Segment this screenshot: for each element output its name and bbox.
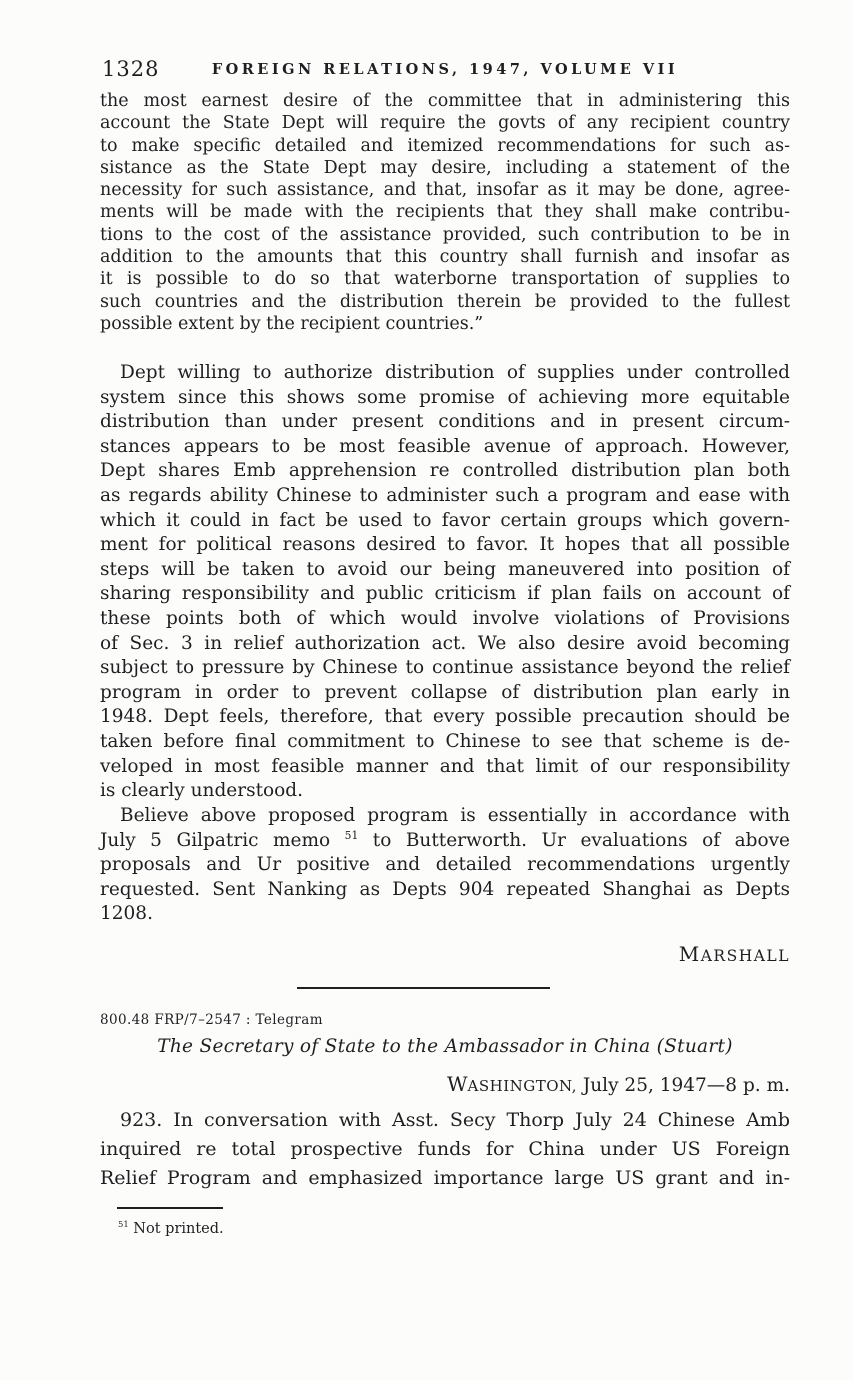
text-line: sharing responsibility and public criticism if plan fails on account of [100,583,790,605]
page-number: 1328 [102,57,160,81]
footnote-text: Not printed. [128,1221,224,1237]
text-line: proposals and Ur positive and detailed recommendations urgently [100,854,790,876]
text-line: veloped in most feasible manner and that limit of our responsibility [100,755,790,777]
text-line: system since this shows some promise of achieving more equitable [100,386,790,408]
dateline: WASHINGTON, July 25, 1947—8 p. m. [446,1072,790,1096]
source-citation: 800.48 FRP/7–2547 : Telegram [100,1012,323,1028]
text-line: which it could in fact be used to favor certain groups which govern- [100,509,790,531]
text-line: distribution than under present conditions and in present circum- [100,411,790,433]
running-title: FOREIGN RELATIONS, 1947, VOLUME VII [211,61,679,78]
footnote-rule [117,1207,223,1209]
text-line: requested. Sent Nanking as Depts 904 repeated Shanghai as Depts [100,878,790,900]
text-line: Relief Program and emphasized importance large US grant and in- [100,1167,790,1189]
text-line: steps will be taken to avoid our being maneuvered into position of [100,558,790,580]
text-line: the most earnest desire of the committee that in administering this [100,91,790,111]
text-line: Dept shares Emb apprehension re controlled distribution plan both [100,460,790,482]
text-line: tions to the cost of the assistance provided, such contribution to be in [100,224,790,245]
footnote [100,1221,790,1237]
text-line: account the State Dept will require the govts of any recipient country [100,113,790,134]
text-line: as regards ability Chinese to administer such a program and ease with [100,484,790,506]
text-line: to make specific detailed and itemized recommendations for such as- [100,135,790,156]
document-title: The Secretary of State to the Ambassador in China (Stuart) [157,1036,733,1057]
dateline-place: W [446,1072,468,1096]
text-line: addition to the amounts that this country shall furnish and insofar as [100,247,790,268]
signature-marshall: MARSHALL [678,942,790,966]
text-line: ments will be made with the recipients that they shall make contribu- [100,202,790,223]
text-line: sistance as the State Dept may desire, including a statement of the [100,157,790,178]
quoted-paragraph [100,90,790,335]
text-line: program in order to prevent collapse of distribution plan early in [100,681,790,703]
text-line: 1948. Dept feels, therefore, that every possible precaution should be [100,706,790,728]
text-line: 1208. [100,903,153,925]
text-line: ment for political reasons desired to favor. It hopes that all possible [100,534,790,556]
text-line: necessity for such assistance, and that, insofar as it may be done, agree- [100,180,790,201]
text-line: taken before final commitment to Chinese to see that scheme is de- [100,730,790,752]
text-line: stances appears to be most feasible avenue of approach. However, [100,435,790,457]
text-line: subject to pressure by Chinese to continue assistance beyond the relief [100,657,790,679]
telegram-paragraph-2 [100,361,790,804]
footnote-reference: 51 [344,828,359,842]
text-line: it is possible to do so that waterborne transportation of supplies to [100,269,790,290]
telegram-paragraph-3 [100,804,790,927]
text-line: is clearly understood. [100,780,304,802]
text-line: of Sec. 3 in relief authorization act. We also desire avoid becoming [100,632,790,654]
running-header [100,57,790,83]
section-divider-rule [297,987,550,989]
text-line: inquired re total prospective funds for China under US Foreign [100,1138,790,1160]
text-line: possible extent by the recipient countries.” [100,313,484,334]
text-line: July 5 Gilpatric memo $^{51}$ to Butterworth. Ur evaluations of above [100,828,791,851]
text-line: Dept willing to authorize distribution of supplies under controlled [120,362,790,383]
text-line: Believe above proposed program is essentially in accordance with [120,805,790,826]
text-line: 923. In conversation with Asst. Secy Thorp July 24 Chinese Amb [120,1109,790,1131]
footnote-marker: 51 [118,1219,129,1230]
telegram-923-paragraph [100,1106,790,1193]
text-line: these points both of which would involve violations of Provisions [100,607,790,629]
text-line: such countries and the distribution therein be provided to the fullest [100,291,790,312]
dateline-datetime: July 25, 1947—8 p. m. [576,1075,790,1096]
